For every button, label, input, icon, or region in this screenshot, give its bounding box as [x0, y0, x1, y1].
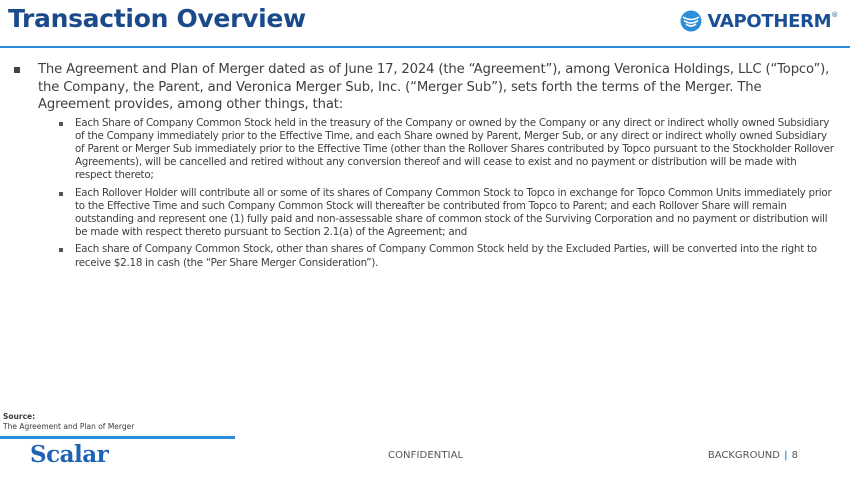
sub-bullet-item: [59, 187, 834, 240]
main-content: [14, 61, 834, 274]
source-note: [3, 412, 134, 432]
sub-bullet-text: Each Share of Company Common Stock held in the treasury of the Company or owned by the Company or any direct or indirect wholly owned Subsidiary of the Company immediately prior to the Effective Time, and each Share owned by Parent, Merger Sub, or any direct or indirect wholly owned Subsidiary of Parent or Merger Sub immediately prior to the Effective Time (other than the Rollover Shares contributed by Topco pursuant to the Stockholder Rollover Agreements), will be cancelled and retired without any conversion thereof and will cease to exist and no payment or distribution will be made with respect thereto;: [75, 116, 834, 182]
sub-bullet-list: [14, 117, 834, 270]
title-divider: [0, 46, 850, 48]
square-bullet-icon: [59, 248, 63, 252]
sub-bullet-text: Each share of Company Common Stock, other than shares of Company Common Stock held by the Excluded Parties, will be converted into the right to receive $2.18 in cash (the “Per Share Merger Consideration”).: [75, 243, 817, 269]
sub-bullet-text: Each Rollover Holder will contribute all or some of its shares of Company Common Stock to Topco in exchange for Topco Common Units immediately prior to the Effective Time and such Company Common Stock will thereafter be contributed from Topco to Parent; and each Rollover Share will remain outstanding and represent one (1) fully paid and non-assessable share of common stock of the Surviving Corporation and no payment or distribution will be made with respect thereto pursuant to Section 2.1(a) of the Agreement; and: [75, 186, 832, 239]
footer-separator: |: [783, 450, 788, 461]
footer-divider: [0, 436, 235, 439]
source-text: The Agreement and Plan of Merger: [3, 422, 135, 431]
footer-section-page: [708, 450, 798, 461]
section-label: BACKGROUND: [707, 450, 780, 461]
sub-bullet-item: [59, 243, 834, 269]
scalar-logo: Scalar: [30, 441, 109, 468]
square-bullet-icon: [59, 192, 63, 196]
square-bullet-icon: [14, 67, 20, 73]
logo-wordmark: VAPOTHERM: [707, 10, 832, 32]
square-bullet-icon: [59, 122, 63, 126]
confidential-label: CONFIDENTIAL: [388, 450, 464, 461]
main-bullet: [14, 61, 834, 114]
vapotherm-logo-icon: [680, 10, 702, 32]
source-label: Source:: [3, 412, 36, 421]
sub-bullet-item: [59, 117, 834, 183]
vapotherm-logo: [680, 10, 838, 32]
registered-mark: ®: [831, 10, 838, 19]
page-title: Transaction Overview: [8, 4, 306, 33]
main-bullet-text: The Agreement and Plan of Merger dated as of June 17, 2024 (the “Agreement”), among Veronica Holdings, LLC (“Topco”), the Company, the Parent, and Veronica Merger Sub, Inc. (“Merger Sub”), sets forth the terms of the Merger. The Agreement provides, among other things, that:: [38, 62, 830, 112]
page-number: 8: [791, 450, 798, 461]
